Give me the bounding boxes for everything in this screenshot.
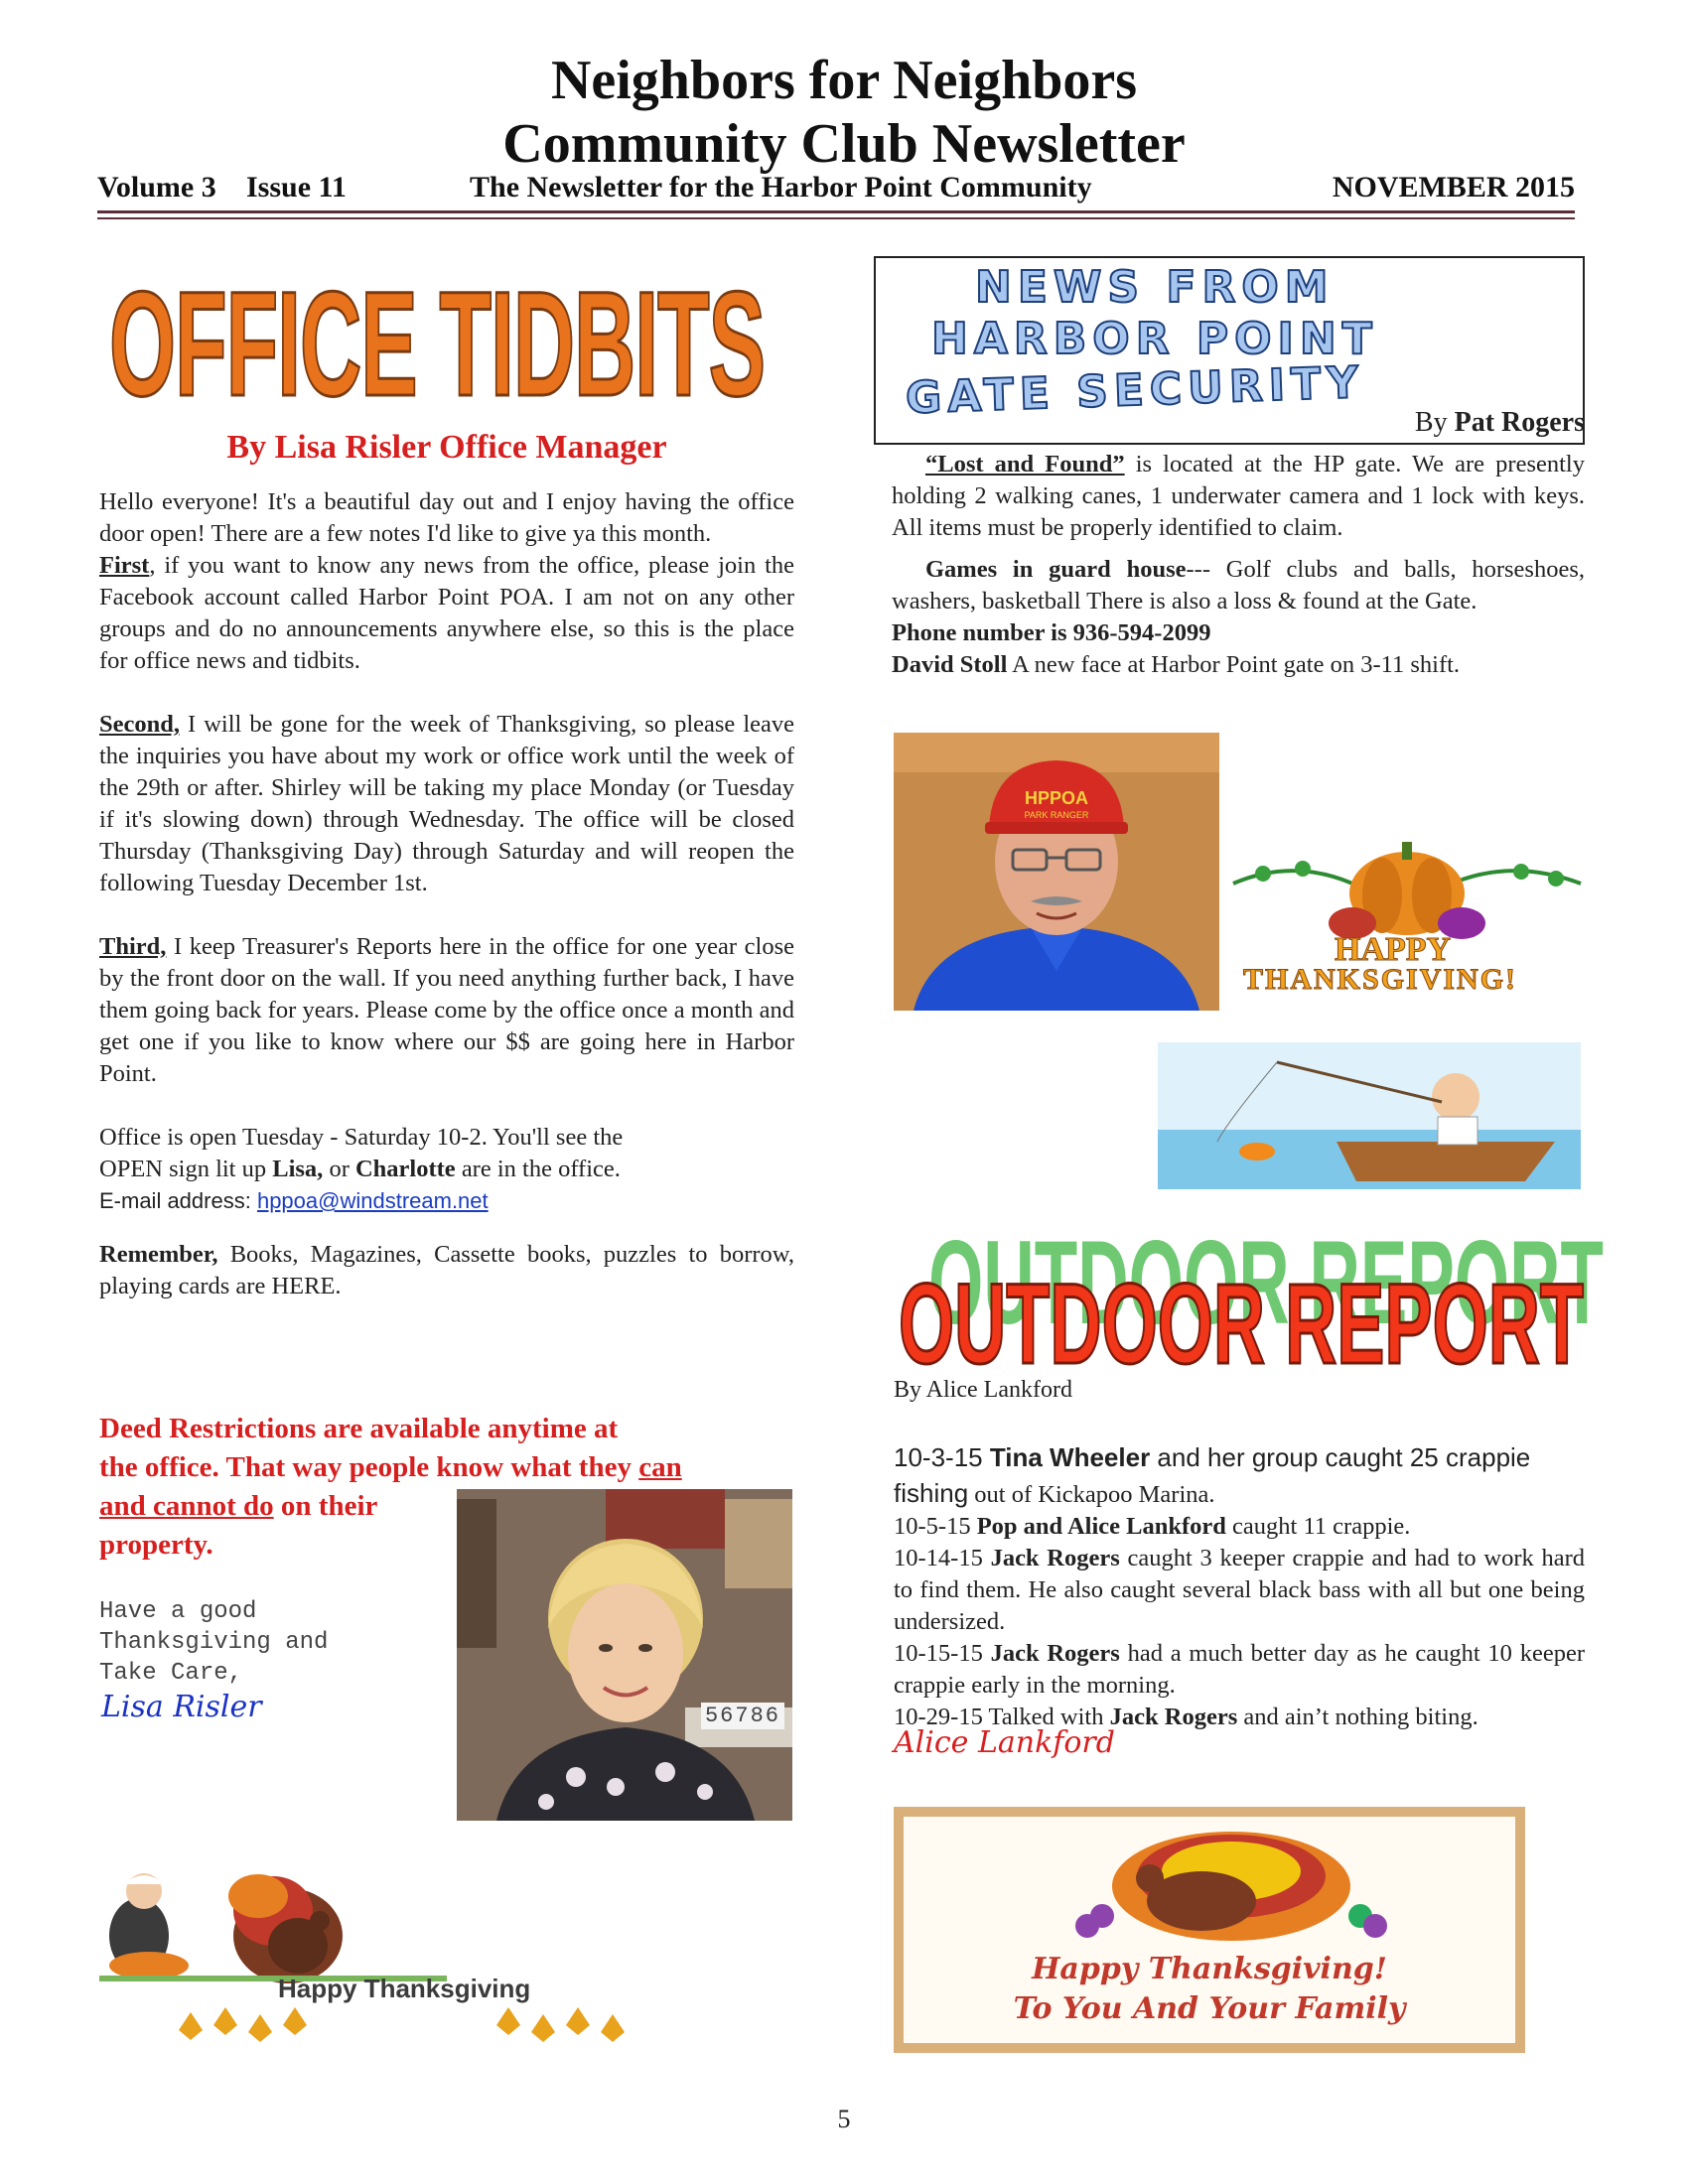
remember-label: Remember, — [99, 1241, 218, 1268]
first-label: First — [99, 552, 150, 579]
deed-line2 — [99, 1448, 794, 1487]
lost-text: is located at the HP gate. We are presently holding 2 walking canes, 1 underwater camera and 1 lock with keys. All items must be properly identified to claim. — [892, 451, 1585, 541]
guard-photo-art — [894, 733, 1219, 1011]
office-email-line — [99, 1185, 794, 1217]
pilgrim-turkey-art — [99, 1827, 715, 2065]
lisa-photo-art — [457, 1489, 792, 1821]
hours-line2-c: are in the office. — [455, 1156, 621, 1182]
phone-number: Phone number is 936-594-2099 — [892, 619, 1211, 646]
volume-label: Volume 3 — [97, 171, 216, 204]
svg-text:HPPOA: HPPOA — [1024, 788, 1089, 808]
office-tidbits-headline — [99, 246, 774, 435]
office-third — [99, 931, 794, 1090]
hours-line2-b: or — [323, 1156, 355, 1182]
closing-line3: Take Care, — [99, 1660, 243, 1687]
outdoor-entry-1-cont: fishing out of Kickapoo Marina. — [894, 1478, 1215, 1508]
lost-label: “Lost and Found” — [925, 451, 1125, 478]
first-text: , if you want to know any news from the office, please join the Facebook account called Harbor Point POA. I am not on any other groups and do no announcements anywhere else, so this is the place for office news and tidbits. — [99, 552, 794, 674]
security-headline-line3: GATE SECURITY — [905, 356, 1365, 425]
closing-line1: Have a good — [99, 1598, 257, 1625]
turkey-card-art — [904, 1817, 1515, 1946]
outdoor-entry-3: 10-14-15 Jack Rogers caught 3 keeper crappie and had to work hard to find them. He also caught several black bass with all but one being undersized. — [894, 1545, 1585, 1635]
masthead-rule-top — [97, 210, 1575, 213]
turkey-greeting-card — [894, 1807, 1525, 2053]
hours-name-lisa: Lisa, — [272, 1156, 324, 1182]
lost-and-found — [892, 449, 1585, 544]
outdoor-entry-4: 10-15-15 Jack Rogers had a much better day as he caught 10 keeper crappie early in the morning. — [894, 1640, 1585, 1699]
games-paragraph — [892, 554, 1585, 617]
david-name: David Stoll — [892, 651, 1008, 678]
hours-line2-a: OPEN sign lit up — [99, 1156, 273, 1182]
office-hours — [99, 1122, 794, 1185]
happy-text: HAPPY — [1335, 931, 1452, 968]
outdoor-byline: By Alice Lankford — [894, 1377, 1072, 1403]
office-signature: Lisa Risler — [101, 1690, 262, 1724]
office-intro: Hello everyone! It's a beautiful day out and I enjoy having the office door open! There are a few notes I'd like to give ya this month. — [99, 488, 794, 547]
office-first — [99, 550, 794, 677]
security-byline-name: Pat Rogers — [1454, 407, 1585, 438]
david-text: A new face at Harbor Point gate on 3-11 shift. — [1007, 651, 1461, 678]
office-body — [99, 486, 794, 1302]
email-label: E-mail address: — [99, 1188, 257, 1213]
newsletter-title-line2: Community Club Newsletter — [502, 113, 1186, 175]
security-byline — [1271, 407, 1585, 439]
deed-line2-a: the office. That way people know what they — [99, 1451, 639, 1483]
issue-date: NOVEMBER 2015 — [1332, 171, 1575, 204]
office-closing — [99, 1596, 397, 1689]
turkey-card-line1: Happy Thanksgiving! — [1032, 1952, 1387, 1986]
third-label: Third, — [99, 933, 167, 960]
guard-photo — [894, 733, 1219, 1011]
office-remember — [99, 1239, 794, 1302]
pumpkin-art — [1223, 824, 1591, 943]
closing-line2: Thanksgiving and — [99, 1629, 329, 1656]
turkey-card-line2: To You And Your Family — [1013, 1991, 1406, 2026]
svg-text:OUTDOOR REPORT: OUTDOOR REPORT — [928, 1219, 1604, 1349]
svg-text:OFFICE TIDBITS: OFFICE TIDBITS — [109, 260, 765, 427]
games-label: Games in guard house — [925, 556, 1187, 583]
second-text: I will be gone for the week of Thanksgiving, so please leave the inquiries you have about my work or office work until the week of the 29th or after. Shirley will be taking my place Monday (or Tuesday if it's slowing down) through Wednesday. The office will be closed Thursday (Thanksgiving Day) through Saturday and will reopen the following Tuesday December 1st. — [99, 711, 794, 896]
fishing-cartoon — [1158, 1042, 1581, 1189]
happy-thanksgiving-pumpkin — [1223, 824, 1591, 1013]
svg-text:PARK RANGER: PARK RANGER — [1024, 810, 1089, 820]
hours-line1: Office is open Tuesday - Saturday 10-2. You'll see the — [99, 1124, 624, 1151]
photo-counter: 56786 — [701, 1703, 784, 1729]
security-byline-prefix: By — [1414, 407, 1455, 438]
office-second — [99, 709, 794, 899]
security-headline-line2: HARBOR POINT — [931, 314, 1378, 364]
third-text: I keep Treasurer's Reports here in the office for one year close by the front door on the wall. If you need anything further back, I have them going back for years. Please come by the office once a month and get one if you like to know where our $$ are going here in Harbor Point. — [99, 933, 794, 1087]
lisa-photo — [457, 1489, 792, 1821]
security-body — [892, 449, 1585, 681]
games-text: --- Golf clubs and balls, horseshoes, washers, basketball There is also a loss & found at the Gate. — [892, 556, 1586, 614]
masthead-rule-bottom — [97, 217, 1575, 219]
thanksgiving-text: THANKSGIVING! — [1243, 963, 1518, 996]
outdoor-report-wordart — [889, 1219, 1604, 1398]
outdoor-entries — [894, 1439, 1585, 1733]
page-number: 5 — [837, 2105, 851, 2133]
fishing-cartoon-art — [1158, 1042, 1581, 1189]
outdoor-report-headline — [889, 1219, 1604, 1398]
deed-line1: Deed Restrictions are available anytime at — [99, 1413, 619, 1444]
outdoor-entry-2: 10-5-15 Pop and Alice Lankford caught 11 crappie. — [894, 1513, 1411, 1540]
outdoor-signature: Alice Lankford — [894, 1725, 1115, 1760]
david-stoll-line — [892, 649, 1585, 681]
issue-label: Issue 11 — [246, 171, 347, 204]
security-headline-line1: NEWS FROM — [975, 262, 1335, 313]
svg-text:OUTDOOR REPORT: OUTDOOR REPORT — [899, 1261, 1584, 1388]
newsletter-title-line1: Neighbors for Neighbors — [550, 50, 1138, 111]
deed-can: can — [638, 1451, 682, 1483]
pilgrim-card-text: Happy Thanksgiving — [278, 1974, 531, 2003]
hours-name-charlotte: Charlotte — [354, 1156, 456, 1182]
outdoor-entry-5: 10-29-15 Talked with Jack Rogers and ain’t nothing biting. — [894, 1704, 1478, 1730]
second-label: Second, — [99, 711, 181, 738]
email-link[interactable]: hppoa@windstream.net — [256, 1188, 489, 1213]
deed-line4: property. — [99, 1529, 213, 1561]
office-tidbits-wordart — [99, 246, 774, 435]
pilgrim-turkey-card — [99, 1827, 715, 2065]
deed-line3-b: on their — [273, 1490, 378, 1522]
deed-cannot: and cannot do — [99, 1490, 274, 1522]
remember-text: Books, Magazines, Cassette books, puzzles to borrow, playing cards are HERE. — [99, 1241, 794, 1299]
office-byline: By Lisa Risler Office Manager — [226, 429, 667, 466]
outdoor-entry-1: 10-3-15 Tina Wheeler and her group caught 25 crappie — [894, 1442, 1531, 1472]
tagline: The Newsletter for the Harbor Point Community — [470, 171, 1092, 204]
